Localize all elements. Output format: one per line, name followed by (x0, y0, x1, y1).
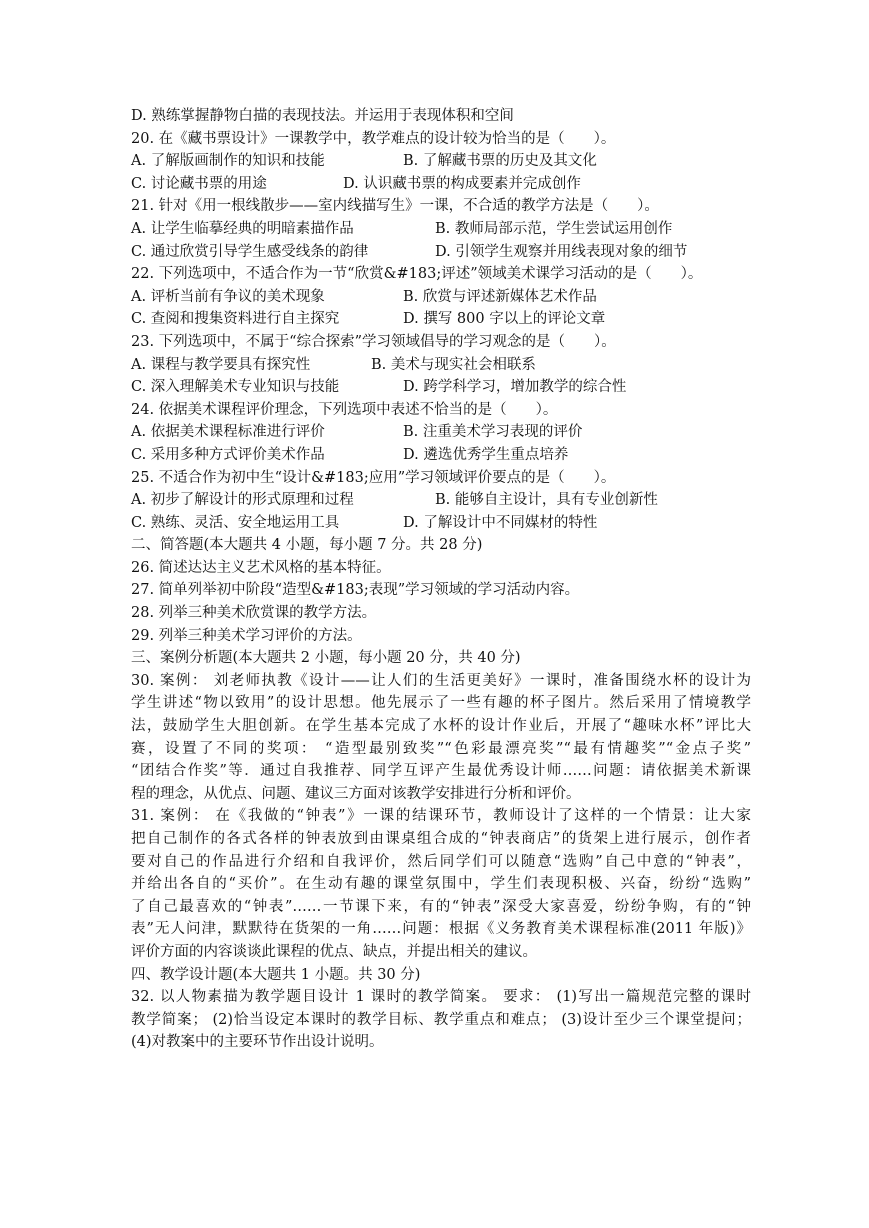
paragraph-line: 把自己制作的各式各样的钟表放到由课桌组合成的“钟表商店”的货架上进行展示，创作者 (131, 831, 751, 847)
option-right: B. 能够自主设计，具有专业创新性 (435, 492, 658, 509)
question-31-case (131, 805, 751, 963)
option-right: D. 认识藏书票的构成要素并完成创作 (343, 175, 581, 192)
option-right: B. 教师局部示范，学生尝试运用创作 (435, 220, 673, 237)
paragraph-line: 评价方面的内容谈谈此课程的优点、缺点，并提出相关的建议。 (131, 943, 537, 960)
option-left: C. 通过欣赏引导学生感受线条的韵律 (131, 243, 369, 260)
question-lines (131, 105, 751, 670)
options-row (131, 173, 751, 196)
paragraph-line: 表”无人问津，默默待在货架的一角……问题：根据《义务教育美术课程标准(2011 年版)》 (131, 921, 751, 938)
question-line: 28. 列举三种美术欣赏课的教学方法。 (131, 605, 377, 622)
options-row (131, 218, 751, 241)
question-line: 二、简答题(本大题共 4 小题，每小题 7 分。共 28 分) (131, 537, 483, 554)
exam-content (131, 105, 751, 1054)
question-line: 23. 下列选项中，不属于“综合探索”学习领域倡导的学习观念的是（ ）。 (131, 333, 616, 350)
options-row (131, 376, 751, 399)
paragraph-line: (4)对教案中的主要环节作出设计说明。 (131, 1034, 384, 1051)
section-4-heading: 四、教学设计题(本大题共 1 小题。共 30 分) (131, 966, 421, 983)
option-left: A. 依据美术课程标准进行评价 (131, 424, 325, 441)
paragraph-line: 32. 以人物素描为教学题目设计 1 课时的教学简案。 要求： (1)写出一篇规范完整的课时 (131, 989, 751, 1006)
option-left: C. 查阅和搜集资料进行自主探究 (131, 311, 340, 328)
options-row (131, 444, 751, 467)
option-right: B. 了解藏书票的历史及其文化 (403, 153, 597, 170)
option-right: B. 欣赏与评述新媒体艺术作品 (403, 288, 597, 305)
options-row (131, 421, 751, 444)
option-left: C. 熟练、灵活、安全地运用工具 (131, 514, 340, 531)
options-row (131, 489, 751, 512)
question-line: 25. 不适合作为初中生“设计&#183;应用”学习领域评价要点的是（ ）。 (131, 469, 616, 486)
paragraph-line: 教学简案； (2)恰当设定本课时的教学目标、教学重点和难点； (3)设计至少三个课堂提问； (131, 1011, 751, 1028)
question-line: 26. 简述达达主义艺术风格的基本特征。 (131, 559, 391, 576)
paragraph-line: 了自己最喜欢的“钟表”……一节课下来，有的“钟表”深受大家喜爱，纷纷争购，有的“钟 (131, 898, 751, 915)
option-left: A. 初步了解设计的形式原理和过程 (131, 492, 354, 509)
option-right: B. 美术与现实社会相联系 (371, 356, 536, 373)
question-line: 24. 依据美术课程评价理念，下列选项中表述不恰当的是（ ）。 (131, 401, 558, 418)
option-left: A. 让学生临摹经典的明暗素描作品 (131, 220, 354, 237)
option-left: A. 了解版画制作的知识和技能 (131, 153, 325, 170)
question-32-design (131, 986, 751, 1054)
option-left: C. 讨论藏书票的用途 (131, 175, 267, 192)
question-line: 27. 简单列举初中阶段“造型&#183;表现”学习领域的学习活动内容。 (131, 582, 580, 599)
question-30-case (131, 670, 751, 806)
option-left: A. 评析当前有争议的美术现象 (131, 288, 325, 305)
option-left: A. 课程与教学要具有探究性 (131, 356, 311, 373)
paragraph-line: 赛，设置了不同的奖项： “造型最别致奖”“色彩最漂亮奖”“最有情趣奖”“金点子奖” (131, 740, 751, 757)
paragraph-line: 并给出各自的“买价”。在生动有趣的课堂氛围中，学生们表现积极、兴奋，纷纷“选购” (131, 876, 751, 893)
option-right: D. 跨学科学习，增加教学的综合性 (403, 379, 627, 396)
option-right: D. 引领学生观察并用线表现对象的细节 (435, 243, 688, 260)
question-line: 21. 针对《用一根线散步——室内线描写生》一课，不合适的教学方法是（ ）。 (131, 198, 659, 215)
options-row (131, 150, 751, 173)
paragraph-line: 学生讲述“物以致用”的设计思想。他先展示了一些有趣的杯子图片。然后采用了情境教学 (131, 695, 751, 712)
question-line: 22. 下列选项中，不适合作为一节“欣赏&#183;评述”领域美术课学习活动的是（ ）。 (131, 266, 703, 283)
options-row (131, 308, 751, 331)
question-line: 29. 列举三种美术学习评价的方法。 (131, 627, 362, 644)
option-right: D. 了解设计中不同媒材的特性 (403, 514, 598, 531)
question-line: D. 熟练掌握静物白描的表现技法。并运用于表现体积和空间 (131, 108, 514, 124)
paragraph-line: 31. 案例： 在《我做的“钟表”》一课的结课环节，教师设计了这样的一个情景：让大家 (131, 808, 751, 825)
option-left: C. 采用多种方式评价美术作品 (131, 446, 325, 463)
option-left: C. 深入理解美术专业知识与技能 (131, 379, 340, 396)
paragraph-line: 要对自己的作品进行介绍和自我评价，然后同学们可以随意“选购”自己中意的“钟表”， (131, 853, 751, 870)
paragraph-line: 法，鼓励学生大胆创新。在学生基本完成了水杯的设计作业后，开展了“趣味水杯”评比大 (131, 718, 751, 735)
options-row (131, 354, 751, 377)
option-right: D. 撰写 800 字以上的评论文章 (403, 311, 606, 328)
options-row (131, 241, 751, 264)
options-row (131, 512, 751, 535)
options-row (131, 286, 751, 309)
question-line: 20. 在《藏书票设计》一课教学中，教学难点的设计较为恰当的是（ ）。 (131, 130, 616, 147)
paragraph-line: “团结合作奖”等．通过自我推荐、同学互评产生最优秀设计师……问题：请依据美术新课 (131, 763, 751, 780)
paragraph-line: 30. 案例： 刘老师执教《设计——让人们的生活更美好》一课时，准备围绕水杯的设计为 (131, 672, 751, 689)
question-line: 三、案例分析题(本大题共 2 小题，每小题 20 分，共 40 分) (131, 650, 521, 667)
paragraph-line: 程的理念，从优点、问题、建议三方面对该教学安排进行分析和评价。 (131, 785, 581, 802)
option-right: B. 注重美术学习表现的评价 (403, 424, 583, 441)
option-right: D. 遴选优秀学生重点培养 (403, 446, 569, 463)
